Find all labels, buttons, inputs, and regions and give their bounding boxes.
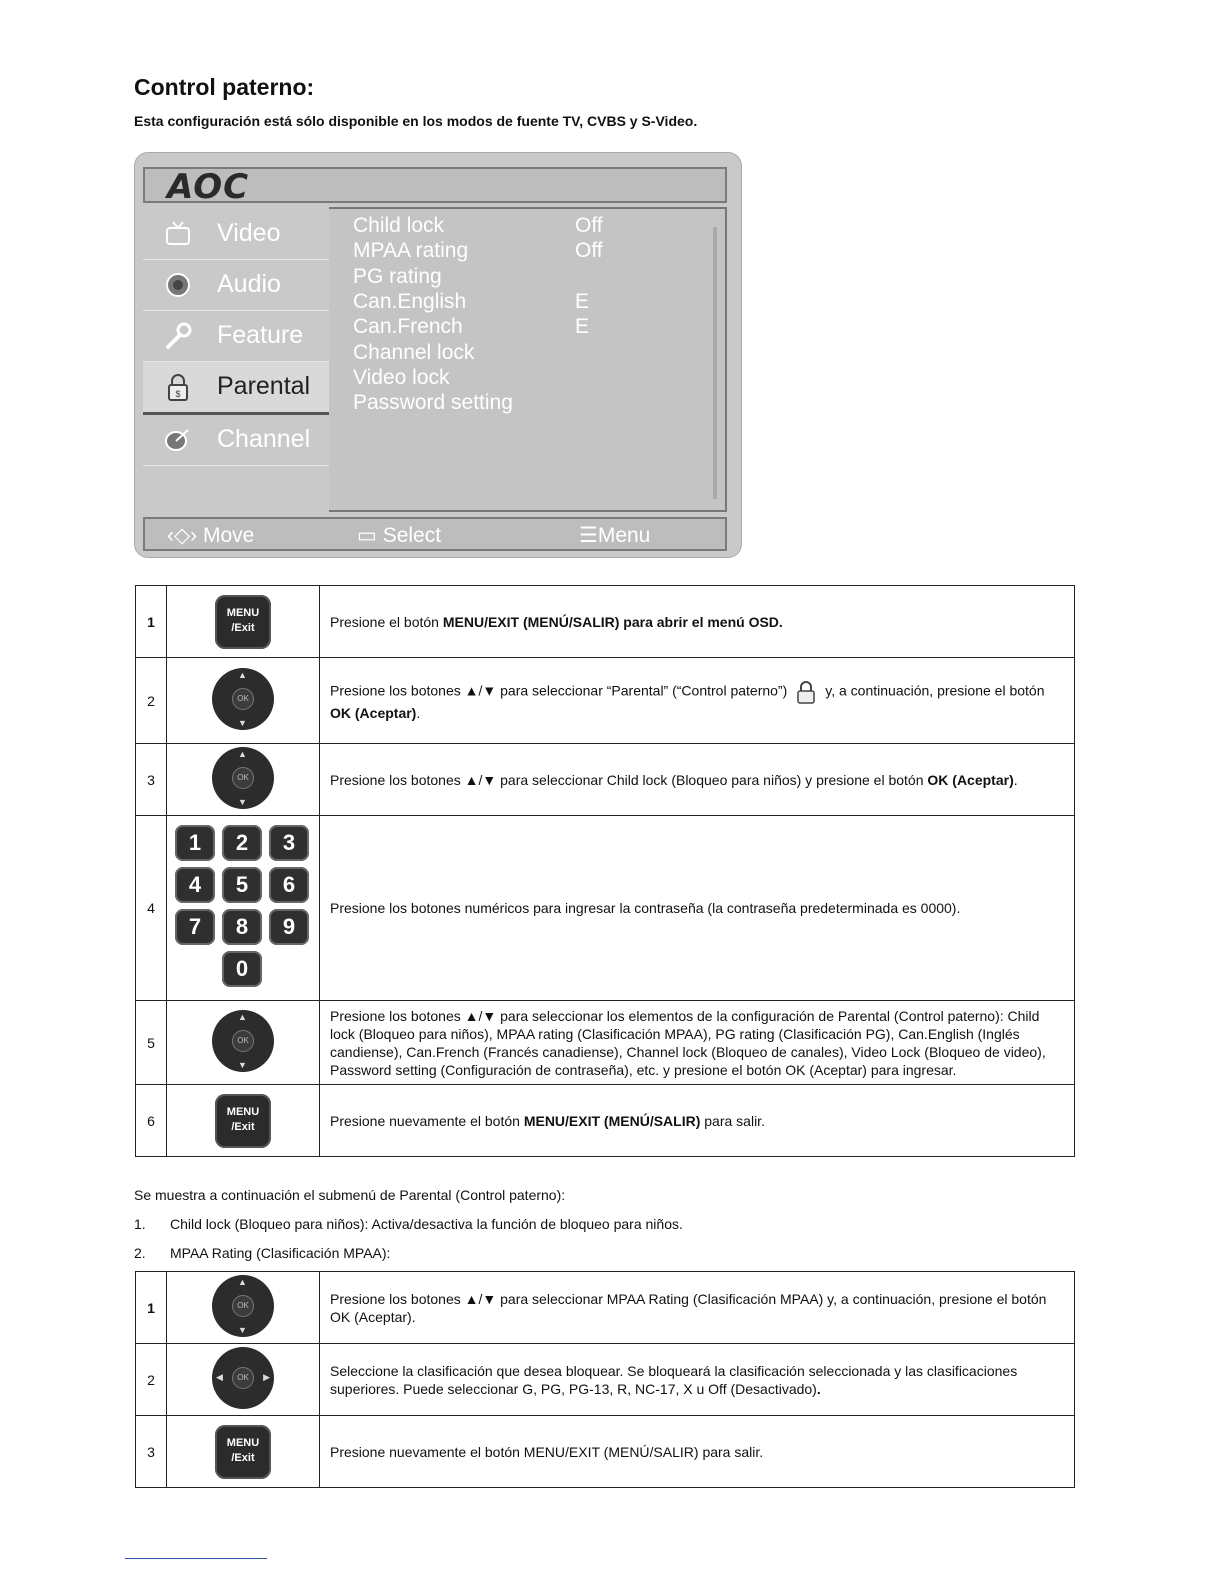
key-1-icon: 1 (175, 825, 215, 861)
step-number: 1 (136, 1272, 167, 1344)
table-row (136, 1085, 1075, 1157)
step-text: Presione los botones ▲/▼ para seleccionar “Parental” (“Control paterno”) y, a continuación, presione el botón OK (Aceptar). (320, 658, 1075, 744)
step-number: 4 (136, 816, 167, 1001)
osd-footer (143, 517, 727, 551)
step-text: Presione los botones ▲/▼ para seleccionar Child lock (Bloqueo para niños) y presione el botón OK (Aceptar). (320, 744, 1075, 816)
step-icon-cell (167, 1416, 320, 1488)
select-hint: ▭ Select (357, 524, 442, 547)
menu-item-video-lock[interactable]: Video lock (353, 366, 450, 389)
key-3-icon: 3 (269, 825, 309, 861)
menu-exit-button-icon: MENU /Exit (215, 595, 271, 649)
table-row (136, 1416, 1075, 1488)
menu-item-channel-lock[interactable]: Channel lock (353, 341, 475, 364)
ok-updown-button-icon: ▲ OK ▼ (212, 1275, 274, 1337)
table-row (136, 1001, 1075, 1085)
ok-leftright-button-icon: ◀ OK ▶ (212, 1347, 274, 1409)
footnote-rule (125, 1558, 267, 1559)
step-number: 6 (136, 1085, 167, 1157)
sidebar-item-channel[interactable] (143, 415, 329, 466)
menu-item-password-setting[interactable]: Password setting (353, 391, 513, 414)
move-hint: ‹◇› Move (167, 524, 255, 547)
key-6-icon: 6 (269, 867, 309, 903)
step-icon-cell (167, 1085, 320, 1157)
menu-item-mpaa-rating[interactable]: MPAA rating (353, 239, 469, 262)
menu-item-can-english[interactable]: Can.English (353, 290, 467, 313)
ok-updown-button-icon: ▲ OK ▼ (212, 1010, 274, 1072)
tv-icon (163, 219, 193, 249)
table-row (136, 1272, 1075, 1344)
key-5-icon: 5 (222, 867, 262, 903)
menu-button-icon: ☰ (579, 524, 598, 547)
step-text: Presione nuevamente el botón MENU/EXIT (MENÚ/SALIR) para salir. (320, 1416, 1075, 1488)
step-text: Presione los botones ▲/▼ para seleccionar MPAA Rating (Clasificación MPAA) y, a continuación, presione el botón OK (Aceptar). (320, 1272, 1075, 1344)
menu-item-child-lock[interactable]: Child lock (353, 214, 445, 237)
step-number: 2 (136, 658, 167, 744)
table-row (136, 816, 1075, 1001)
page-title: Control paterno: (134, 74, 315, 100)
step-number: 1 (136, 586, 167, 658)
lock-icon (795, 680, 817, 704)
step-icon-cell (167, 1001, 320, 1085)
select-button-icon: ▭ (357, 524, 377, 547)
menu-hint: ☰Menu (579, 524, 651, 547)
page-subtitle: Esta configuración está sólo disponible en los modos de fuente TV, CVBS y S-Video. (134, 113, 698, 129)
menu-value: Off (575, 214, 603, 237)
sidebar-item-label: Channel (217, 425, 311, 453)
step-text: Presione los botones numéricos para ingresar la contraseña (la contraseña predeterminada es 0000). (320, 816, 1075, 1001)
menu-exit-button-icon: MENU /Exit (215, 1425, 271, 1479)
step-number: 5 (136, 1001, 167, 1085)
key-4-icon: 4 (175, 867, 215, 903)
sidebar-item-label: Feature (217, 321, 304, 349)
satellite-icon (163, 425, 193, 455)
sidebar-item-feature[interactable] (143, 311, 329, 362)
key-7-icon: 7 (175, 909, 215, 945)
step-number: 2 (136, 1344, 167, 1416)
ok-updown-button-icon: ▲ OK ▼ (212, 747, 274, 809)
step-text: Presione el botón MENU/EXIT (MENÚ/SALIR) para abrir el menú OSD. (320, 586, 1075, 658)
sidebar-item-video[interactable] (143, 209, 329, 260)
step-icon-cell (167, 744, 320, 816)
table-row (136, 658, 1075, 744)
step-number: 3 (136, 744, 167, 816)
aoc-logo: AOC (167, 167, 250, 207)
key-0-icon: 0 (222, 951, 262, 987)
osd-menu (134, 152, 742, 558)
scrollbar[interactable] (713, 227, 717, 499)
menu-item-pg-rating[interactable]: PG rating (353, 265, 442, 288)
sidebar-item-label: Video (217, 219, 281, 247)
step-text: Seleccione la clasificación que desea bloquear. Se bloqueará la clasificación seleccionada y las clasificaciones superiores. Puede seleccionar G, PG, PG-13, R, NC-17, X u Off (Desactivado). (320, 1344, 1075, 1416)
sidebar-item-label: Audio (217, 270, 281, 298)
step-text: Presione los botones ▲/▼ para seleccionar los elementos de la configuración de Parental (Control paterno): Child lock (Bloqueo para niños), MPAA rating (Clasificación MPAA), PG rating (Clasificación PG), Can.English (Inglés candiense), Can.French (Francés canadiense), Channel lock (Bloqueo de canales), Video Lock (Bloqueo de video), Password setting (Configuración de contraseña), etc. y presione el botón OK (Aceptar) para ingresar. (320, 1001, 1075, 1085)
step-icon-cell (167, 586, 320, 658)
step-text: Presione nuevamente el botón MENU/EXIT (MENÚ/SALIR) para salir. (320, 1085, 1075, 1157)
step-icon-cell (167, 816, 320, 1001)
svg-text:$: $ (175, 389, 181, 399)
key-9-icon: 9 (269, 909, 309, 945)
sidebar-item-parental[interactable] (143, 362, 329, 415)
ok-updown-button-icon: ▲ OK ▼ (212, 668, 274, 730)
key-2-icon: 2 (222, 825, 262, 861)
key-8-icon: 8 (222, 909, 262, 945)
submenu-intro: Se muestra a continuación el submenú de Parental (Control paterno): (134, 1187, 566, 1203)
menu-value: Off (575, 239, 603, 262)
menu-value: E (575, 290, 590, 313)
move-arrows-icon: ‹◇› (167, 524, 198, 547)
step-number: 3 (136, 1416, 167, 1488)
steps-table-mpaa (135, 1271, 1075, 1488)
speaker-icon (163, 270, 193, 300)
step-icon-cell (167, 658, 320, 744)
sidebar-item-audio[interactable] (143, 260, 329, 311)
table-row (136, 744, 1075, 816)
osd-header (143, 167, 727, 207)
steps-table-parental (135, 585, 1075, 1157)
lock-icon (163, 372, 193, 402)
step-icon-cell (167, 1272, 320, 1344)
list-item: 1. Child lock (Bloqueo para niños): Activa/desactiva la función de bloqueo para niños. (134, 1216, 683, 1232)
sidebar-item-label: Parental (217, 372, 311, 400)
step-icon-cell (167, 1344, 320, 1416)
osd-sidebar (143, 209, 329, 509)
table-row (136, 586, 1075, 658)
menu-value: E (575, 315, 590, 338)
menu-item-can-french[interactable]: Can.French (353, 315, 463, 338)
osd-settings-panel (329, 207, 727, 512)
menu-exit-button-icon: MENU /Exit (215, 1094, 271, 1148)
table-row (136, 1344, 1075, 1416)
numeric-keypad-icon (173, 825, 313, 989)
list-item: 2. MPAA Rating (Clasificación MPAA): (134, 1245, 391, 1261)
wrench-icon (163, 321, 193, 351)
